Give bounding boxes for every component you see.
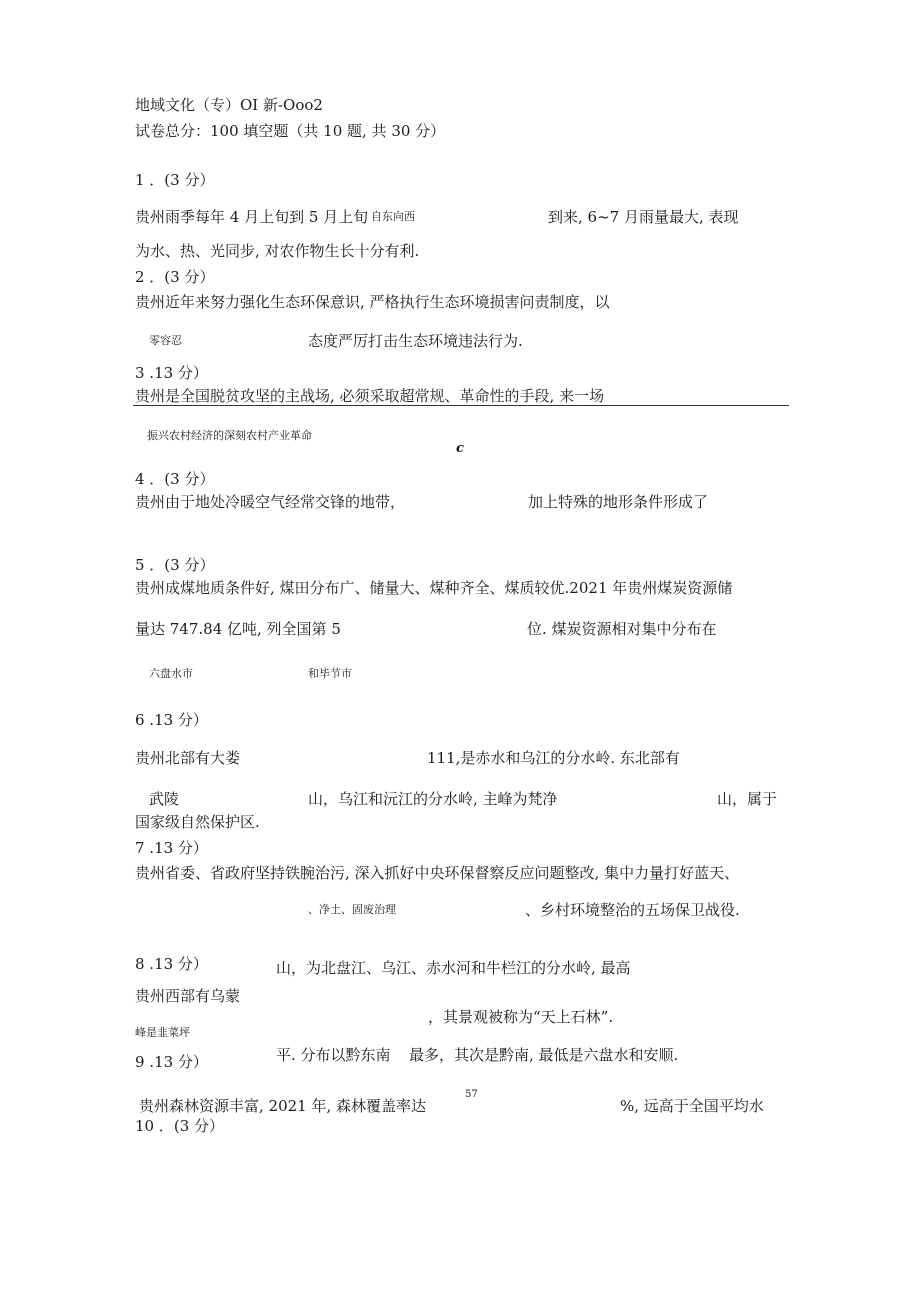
question-6-text-c: 山，乌江和沅江的分水岭, 主峰为梵净	[308, 790, 558, 808]
question-8-text-b: 贵州西部有乌蒙	[135, 987, 241, 1005]
question-4-text-a: 贵州由于地处冷暖空气经常交锋的地带，	[135, 493, 406, 511]
question-1-label: 1 ．(3 分）	[135, 171, 215, 189]
question-6-text-a: 贵州北部有大娄	[135, 749, 241, 767]
question-5-text-c: 位. 煤炭资源相对集中分布在	[527, 620, 717, 638]
question-2-text-a: 贵州近年来努力强化生态环保意识, 严格执行生态环境损害问责制度，以	[135, 293, 610, 311]
question-6-text-e: 国家级自然保护区.	[135, 813, 260, 831]
question-7-text-a: 贵州省委、省政府坚持铁腕治污, 深入抓好中央环保督察反应问题整改, 集中力量打好蓝天、	[135, 864, 740, 882]
question-9-label: 9 .13 分）	[135, 1053, 208, 1071]
question-7-text-b: 、乡村环境整治的五场保卫战役.	[525, 901, 740, 919]
question-8-label: 8 .13 分）	[135, 955, 208, 973]
question-1-answer: 自东向西	[371, 210, 415, 223]
question-6-answer: 武陵	[149, 790, 180, 808]
question-3-answer: 振兴农村经济的深刻农村产业革命	[147, 429, 312, 442]
question-1-text-a: 贵州雨季每年 4 月上旬到 5 月上旬	[135, 208, 369, 226]
question-6-text-d: 山，属于	[717, 790, 778, 808]
question-7-label: 7 .13 分）	[135, 839, 208, 857]
question-10-label: 10 ．(3 分）	[135, 1117, 225, 1135]
question-9-text-b: 最多，其次是黔南, 最低是六盘水和安顺.	[409, 1046, 679, 1064]
question-4-label: 4 ．(3 分）	[135, 470, 215, 488]
question-5-answer-1: 六盘水市	[149, 667, 193, 680]
question-2-answer: 零容忍	[149, 334, 182, 347]
question-3-text-a: 贵州是全国脱贫攻坚的主战场, 必须采取超常规、革命性的手段, 来一场	[135, 387, 605, 405]
question-5-text-b: 量达 747.84 亿吨, 列全国第 5	[135, 620, 341, 638]
question-2-label: 2 ．(3 分）	[135, 268, 215, 286]
question-9-text-a: 平. 分布以黔东南	[276, 1046, 391, 1064]
question-9-text-c: 贵州森林资源丰富, 2021 年, 森林覆盖率达	[139, 1097, 427, 1115]
question-2-text-b: 态度严厉打击生态环境违法行为.	[308, 332, 523, 350]
question-5-answer-2: 和毕节市	[308, 667, 352, 680]
question-8-text-a: 山，为北盘江、乌江、赤水河和牛栏江的分水岭, 最高	[276, 959, 631, 977]
question-1-text-c: 为水、热、光同步, 对农作物生长十分有利.	[135, 242, 420, 260]
answer-underline	[133, 405, 789, 406]
question-8-answer: 峰是韭菜坪	[135, 1026, 190, 1039]
question-4-text-b: 加上特殊的地形条件形成了	[528, 493, 709, 511]
question-1-text-b: 到来, 6~7 月雨量最大, 表现	[548, 208, 739, 226]
question-5-label: 5 ．(3 分）	[135, 556, 215, 574]
question-6-label: 6 .13 分）	[135, 711, 208, 729]
question-7-answer: 、净土、固废治理	[308, 903, 396, 916]
question-6-text-b: 111,是赤水和乌江的分水岭. 东北部有	[427, 749, 680, 767]
exam-summary: 试卷总分：100 填空题（共 10 题, 共 30 分）	[135, 122, 446, 140]
question-3-mark: c	[456, 441, 464, 456]
question-3-label: 3 .13 分）	[135, 364, 208, 382]
question-9-text-d: %, 远高于全国平均水	[620, 1097, 764, 1115]
question-8-text-c: ，其景观被称为“天上石林”.	[428, 1008, 614, 1026]
question-9-answer: 57	[465, 1089, 478, 1100]
question-5-text-a: 贵州成煤地质条件好, 煤田分布广、储量大、煤种齐全、煤质较优.2021 年贵州煤炭资源储	[135, 579, 733, 597]
exam-title: 地域文化（专）OI 新-Ooo2	[135, 96, 323, 114]
